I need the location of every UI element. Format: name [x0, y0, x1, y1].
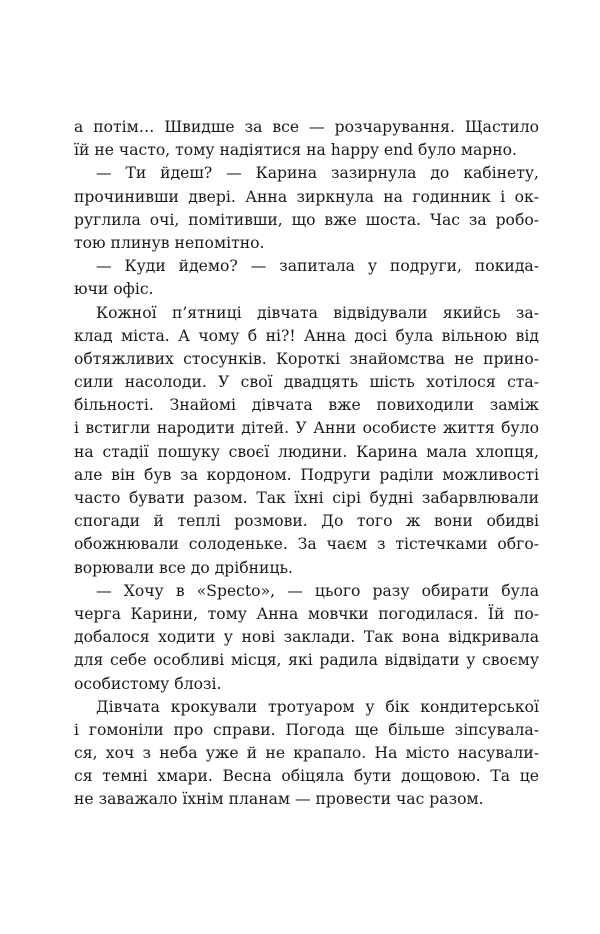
text-line: але він був за кордоном. Подруги раділи можливості: [74, 465, 539, 484]
text-line: їй не часто, тому надіятися на happy end було марно.: [74, 141, 518, 160]
text-line: прочинивши двері. Анна зиркнула на годинник і ок-: [74, 187, 539, 206]
paragraph: [74, 580, 539, 696]
text-line: — Ти йдеш? — Карина зазирнула до кабінету,: [96, 164, 539, 183]
text-line: руглила очі, помітивши, що вже шоста. Час за робо-: [74, 210, 539, 229]
paragraph: [74, 255, 539, 301]
text-line: спогади й теплі розмови. До того ж вони обидві: [74, 512, 539, 531]
text-line: більності. Знайомі дівчата вже повиходили заміж: [74, 396, 539, 415]
book-page-text: [74, 116, 539, 812]
text-line: для себе особливі місця, які радила відвідати у своєму: [74, 651, 539, 670]
text-line: обтяжливих стосунків. Короткі знайомства не прино-: [74, 349, 539, 368]
text-line: — Хочу в «Specto», — цього разу обирати була: [96, 581, 539, 600]
text-line: Кожної п’ятниці дівчата відвідували якийсь за-: [96, 303, 539, 322]
text-line: тою плинув непомітно.: [74, 233, 265, 252]
text-line: Дівчата крокували тротуаром у бік кондитерської: [96, 697, 539, 716]
text-line: а потім… Швидше за все — розчарування. Щастило: [74, 118, 539, 136]
text-line: клад міста. А чому б ні?! Анна досі була вільною від: [74, 326, 539, 345]
paragraph: [74, 696, 539, 812]
paragraph: [74, 116, 539, 162]
text-line: і встигли народити дітей. У Анни особисте життя було: [74, 419, 539, 438]
text-line: не заважало їхнім планам — провести час разом.: [74, 790, 484, 809]
text-line: особистому блозі.: [74, 674, 222, 693]
paragraph: [74, 302, 539, 580]
text-line: черга Карини, тому Анна мовчки погодилася. Їй по-: [74, 604, 539, 623]
text-line: ся темні хмари. Весна обіцяла бути дощовою. Та це: [74, 767, 539, 786]
text-line: добалося ходити у нові заклади. Так вона відкривала: [74, 628, 539, 647]
text-line: — Куди йдемо? — запитала у подруги, покида-: [96, 257, 539, 276]
text-line: обожнювали солоденьке. За чаєм з тістечками обго-: [74, 535, 539, 554]
text-line: ворювали все до дрібниць.: [74, 558, 293, 577]
paragraph: [74, 162, 539, 255]
text-line: ючи офіс.: [74, 280, 154, 299]
text-line: сили насолоди. У свої двадцять шість хотілося ста-: [74, 373, 539, 392]
text-line: ся, хоч з неба уже й не крапало. На місто насували-: [74, 744, 539, 763]
text-line: і гомоніли про справи. Погода ще більше зіпсувала-: [74, 720, 539, 739]
text-line: часто бувати разом. Так їхні сірі будні забарвлювали: [74, 489, 539, 507]
text-line: на стадії пошуку своєї людини. Карина мала хлопця,: [74, 442, 539, 461]
